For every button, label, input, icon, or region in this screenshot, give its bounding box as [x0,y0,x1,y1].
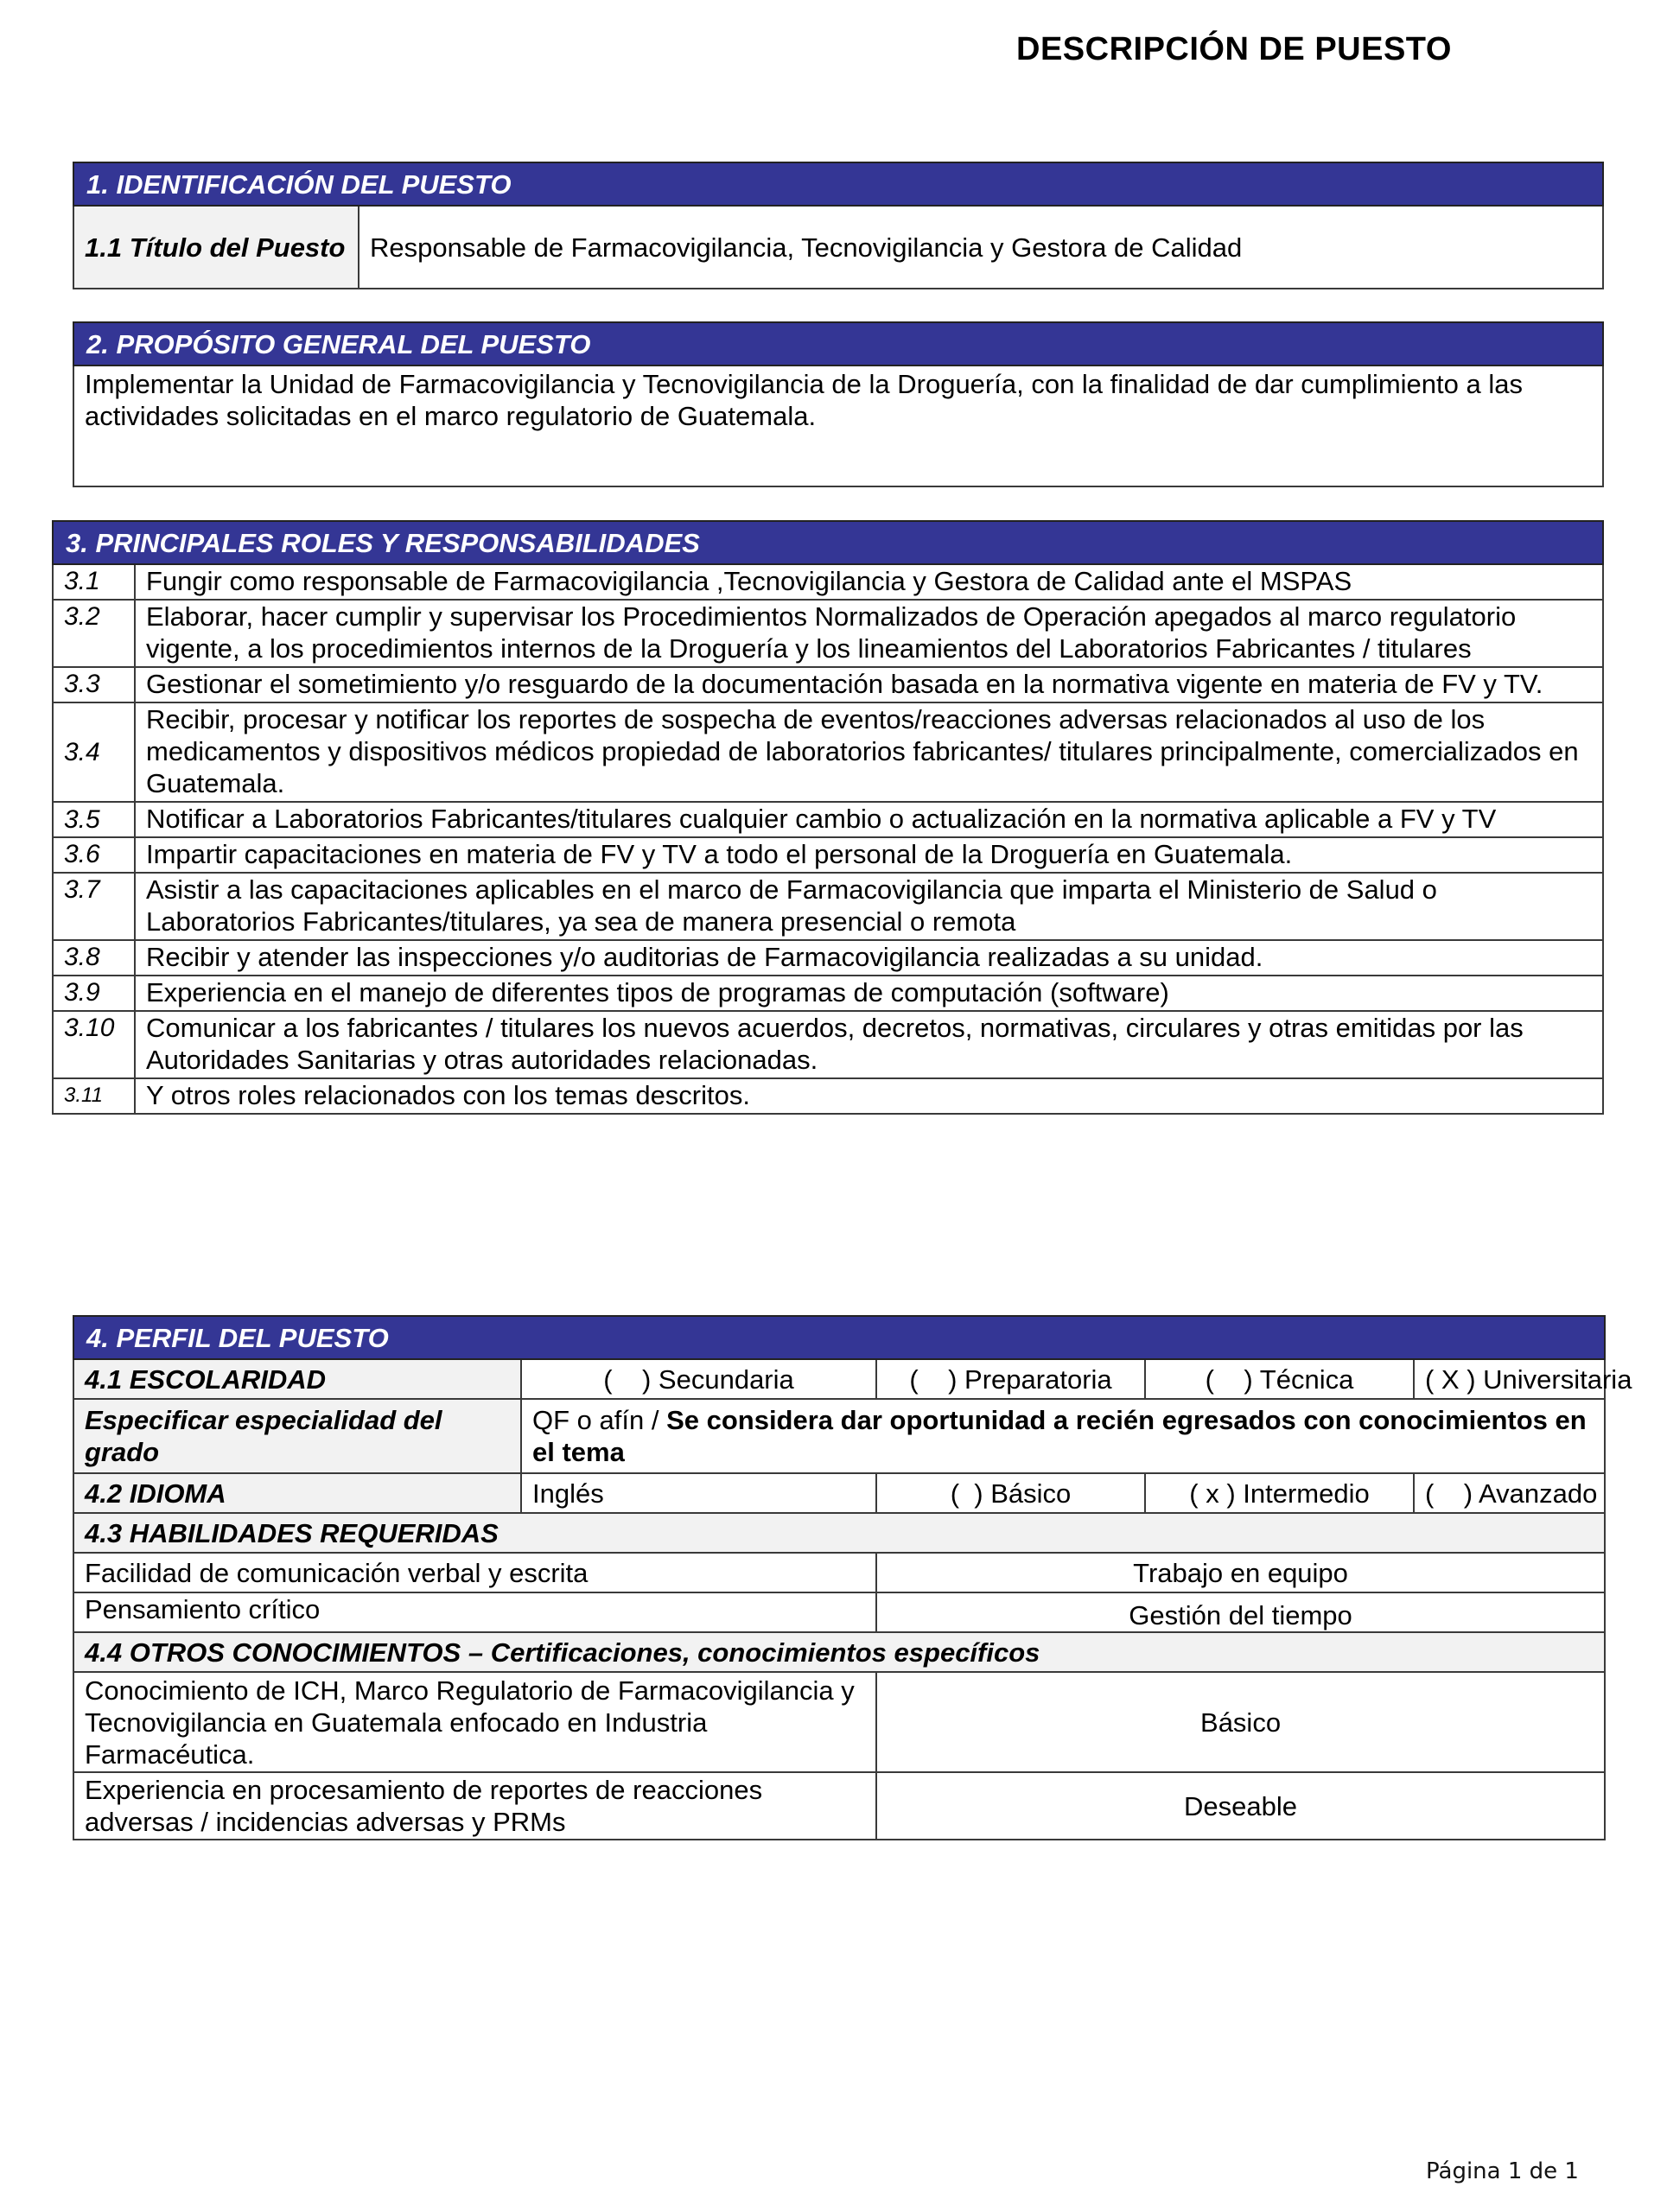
especialidad-plain: QF o afín / [532,1405,667,1435]
role-row [53,564,1603,600]
section-4-heading: 4. PERFIL DEL PUESTO [73,1316,1605,1359]
role-row [53,873,1603,940]
role-row [53,976,1603,1011]
conocimiento-item: Experiencia en procesamiento de reportes de reacciones adversas / incidencias adversas y PRMs [73,1772,876,1840]
section-2-heading: 2. PROPÓSITO GENERAL DEL PUESTO [73,322,1603,365]
conocimiento-level: Básico [876,1672,1605,1772]
escolaridad-option-tecnica: ( ) Técnica [1145,1359,1414,1399]
role-text: Notificar a Laboratorios Fabricantes/titulares cualquier cambio o actualización en la normativa aplicable a FV y TV [135,802,1603,837]
role-row [53,702,1603,802]
section-perfil [73,1315,1632,1840]
section-identificacion [73,162,1604,289]
role-row [53,667,1603,702]
escolaridad-option-preparatoria: ( ) Preparatoria [876,1359,1145,1399]
role-text: Recibir y atender las inspecciones y/o auditorias de Farmacovigilancia realizadas a su unidad. [135,940,1603,976]
escolaridad-label: 4.1 ESCOLARIDAD [73,1359,521,1399]
role-text: Asistir a las capacitaciones aplicables en el marco de Farmacovigilancia que imparta el Ministerio de Salud o Laboratorios Fabricantes/titulares, ya sea de manera presencial o remota [135,873,1603,940]
section-roles [52,520,1604,1115]
otros-conocimientos-label [73,1632,1605,1672]
especialidad-label: Especificar especialidad del grado [73,1399,521,1473]
otros-label-detail: Certificaciones, conocimientos específicos [490,1637,1040,1668]
role-number: 3.2 [53,600,135,667]
especialidad-note: Se considera dar oportunidad a recién egresados con conocimientos en el tema [532,1405,1587,1467]
escolaridad-option-universitaria: ( X ) Universitaria [1414,1359,1605,1399]
job-title-label: 1.1 Título del Puesto [73,206,359,289]
habilidad-item: Facilidad de comunicación verbal y escrita [73,1553,876,1592]
otros-label-main: 4.4 OTROS CONOCIMIENTOS – [85,1637,491,1668]
section-proposito [73,321,1604,487]
role-number: 3.11 [53,1078,135,1114]
role-text: Comunicar a los fabricantes / titulares los nuevos acuerdos, decretos, normativas, circulares y otras emitidas por las Autoridades Sanitarias y otras autoridades relacionadas. [135,1011,1603,1078]
role-row [53,1011,1603,1078]
page-number: Página 1 de 1 [1426,2158,1579,2184]
idioma-option-basico: ( ) Básico [876,1473,1145,1513]
conocimiento-item: Conocimiento de ICH, Marco Regulatorio de Farmacovigilancia y Tecnovigilancia en Guatemala enfocado en Industria Farmacéutica. [73,1672,876,1772]
section-1-heading: 1. IDENTIFICACIÓN DEL PUESTO [73,162,1603,206]
habilidad-item: Pensamiento crítico [73,1592,876,1632]
role-text: Impartir capacitaciones en materia de FV y TV a todo el personal de la Droguería en Guatemala. [135,837,1603,873]
role-text: Y otros roles relacionados con los temas descritos. [135,1078,1603,1114]
role-number: 3.3 [53,667,135,702]
role-number: 3.9 [53,976,135,1011]
role-row [53,837,1603,873]
role-number: 3.8 [53,940,135,976]
role-number: 3.1 [53,564,135,600]
job-title-value: Responsable de Farmacovigilancia, Tecnovigilancia y Gestora de Calidad [359,206,1603,289]
role-text: Elaborar, hacer cumplir y supervisar los Procedimientos Normalizados de Operación apegados al marco regulatorio vigente, a los procedimientos internos de la Droguería y los lineamientos del Laboratorios Fabricantes / titulares [135,600,1603,667]
section-3-heading: 3. PRINCIPALES ROLES Y RESPONSABILIDADES [53,521,1603,564]
conocimiento-level: Deseable [876,1772,1605,1840]
role-number: 3.6 [53,837,135,873]
role-row [53,802,1603,837]
role-number: 3.4 [53,702,135,802]
role-number: 3.5 [53,802,135,837]
role-text: Gestionar el sometimiento y/o resguardo de la documentación basada en la normativa vigente en materia de FV y TV. [135,667,1603,702]
role-row [53,1078,1603,1114]
habilidades-label: 4.3 HABILIDADES REQUERIDAS [73,1513,1605,1553]
role-row [53,940,1603,976]
role-text: Recibir, procesar y notificar los reportes de sospecha de eventos/reacciones adversas relacionados al uso de los medicamentos y dispositivos médicos propiedad de laboratorios fabricantes/ titulares principalmente, comercializados en Guatemala. [135,702,1603,802]
role-number: 3.10 [53,1011,135,1078]
habilidad-item: Trabajo en equipo [876,1553,1605,1592]
idioma-label: 4.2 IDIOMA [73,1473,521,1513]
role-text: Fungir como responsable de Farmacovigilancia ,Tecnovigilancia y Gestora de Calidad ante el MSPAS [135,564,1603,600]
role-text: Experiencia en el manejo de diferentes tipos de programas de computación (software) [135,976,1603,1011]
habilidad-item: Gestión del tiempo [876,1592,1605,1632]
role-number: 3.7 [53,873,135,940]
idioma-language: Inglés [521,1473,876,1513]
especialidad-value [521,1399,1605,1473]
document-title: DESCRIPCIÓN DE PUESTO [1016,31,1452,67]
role-row [53,600,1603,667]
purpose-text: Implementar la Unidad de Farmacovigilancia y Tecnovigilancia de la Droguería, con la finalidad de dar cumplimiento a las actividades solicitadas en el marco regulatorio de Guatemala. [73,365,1603,486]
escolaridad-option-secundaria: ( ) Secundaria [521,1359,876,1399]
idioma-option-intermedio: ( x ) Intermedio [1145,1473,1414,1513]
idioma-option-avanzado: ( ) Avanzado [1414,1473,1605,1513]
